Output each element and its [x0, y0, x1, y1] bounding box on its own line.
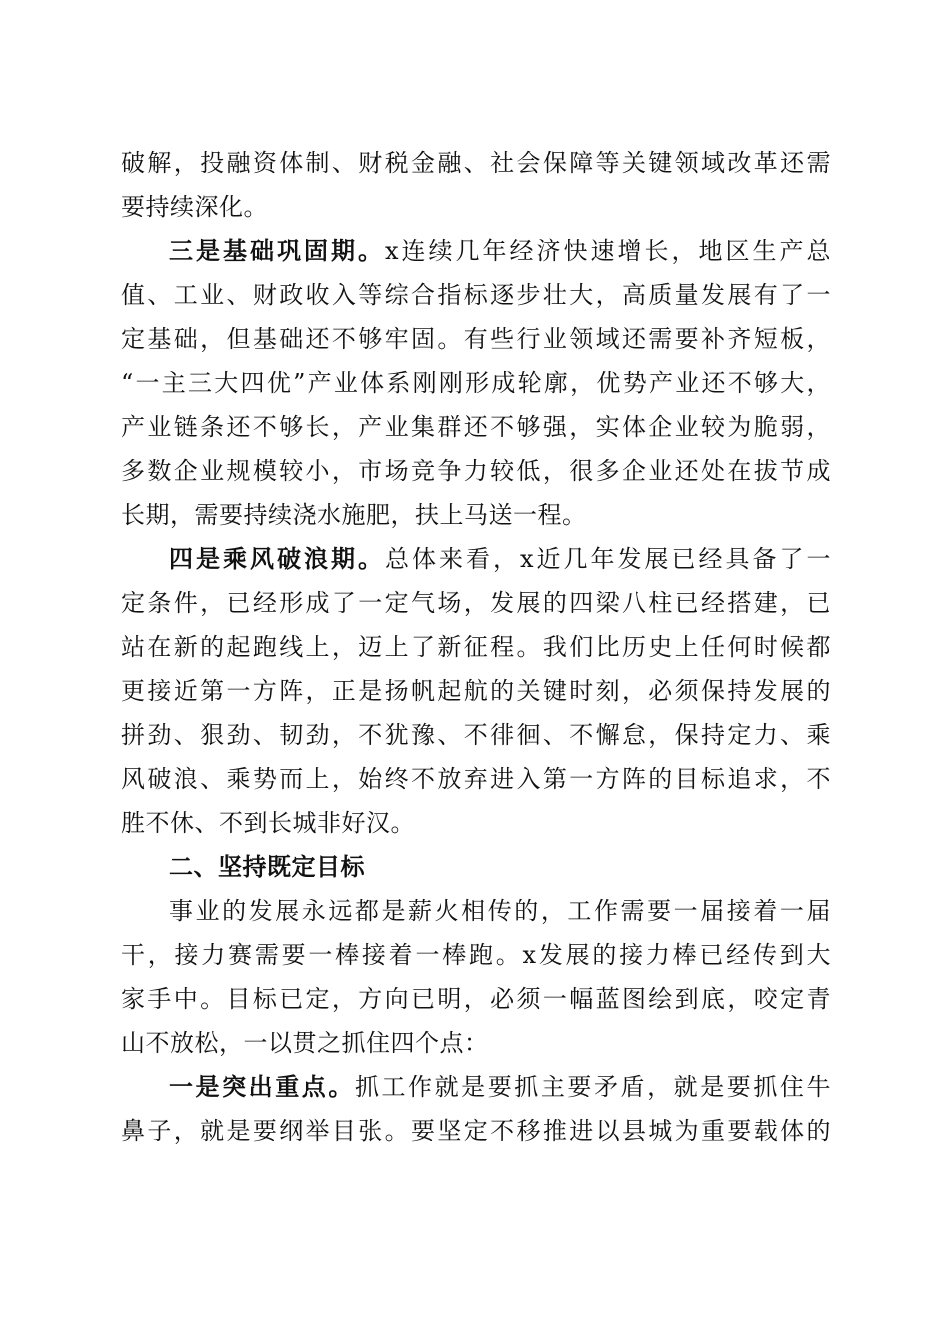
text-line: 产业链条还不够长，产业集群还不够强，实体企业较为脆弱，: [121, 413, 831, 441]
text-line: “一主三大四优”产业体系刚刚形成轮廓，优势产业还不够大，: [121, 369, 831, 397]
paragraph-four-first-line: [121, 537, 831, 581]
text-line: 拼劲、狠劲、韧劲，不犹豫、不徘徊、不懈怠，保持定力、乘: [121, 721, 831, 749]
text-line: 定条件，已经形成了一定气场，发展的四梁八柱已经搭建，已: [121, 589, 831, 617]
text-line: 长期，需要持续浇水施肥，扶上马送一程。: [121, 501, 587, 529]
text-line: 事业的发展永远都是薪火相传的，工作需要一届接着一届: [169, 897, 831, 925]
paragraph-lead: 一是突出重点。: [169, 1072, 355, 1101]
text-line: 站在新的起跑线上，迈上了新征程。我们比历史上任何时候都: [121, 633, 831, 661]
paragraph-lead: 四是乘风破浪期。: [169, 544, 385, 573]
paragraph-text: 总体来看，x近几年发展已经具备了一: [384, 545, 831, 573]
text-line: 风破浪、乘势而上，始终不放弃进入第一方阵的目标追求，不: [121, 765, 831, 793]
text-line: 多数企业规模较小，市场竞争力较低，很多企业还处在拔节成: [121, 457, 831, 485]
text-line: 家手中。目标已定，方向已明，必须一幅蓝图绘到底，咬定青: [121, 985, 831, 1013]
paragraph-three-first-line: [121, 229, 831, 273]
text-line: 胜不休、不到长城非好汉。: [121, 809, 415, 837]
paragraph-one-first-line: [121, 1065, 831, 1109]
text-line: 干，接力赛需要一棒接着一棒跑。x发展的接力棒已经传到大: [121, 941, 831, 969]
paragraph-text: x连续几年经济快速增长，地区生产总: [384, 237, 831, 265]
text-line: 破解，投融资体制、财税金融、社会保障等关键领域改革还需: [121, 149, 831, 177]
section-heading: 二、坚持既定目标: [169, 853, 365, 881]
text-line: 定基础，但基础还不够牢固。有些行业领域还需要补齐短板，: [121, 325, 831, 353]
text-line: 值、工业、财政收入等综合指标逐步壮大，高质量发展有了一: [121, 281, 831, 309]
text-line: 鼻子，就是要纲举目张。要坚定不移推进以县城为重要载体的: [121, 1117, 831, 1145]
document-body: [121, 141, 831, 1153]
paragraph-lead: 三是基础巩固期。: [169, 236, 385, 265]
paragraph-text: 抓工作就是要抓主要矛盾，就是要抓住牛: [354, 1073, 831, 1101]
text-line: 要持续深化。: [121, 193, 268, 221]
text-line: 更接近第一方阵，正是扬帆起航的关键时刻，必须保持发展的: [121, 677, 831, 705]
text-line: 山不放松，一以贯之抓住四个点：: [121, 1029, 489, 1057]
